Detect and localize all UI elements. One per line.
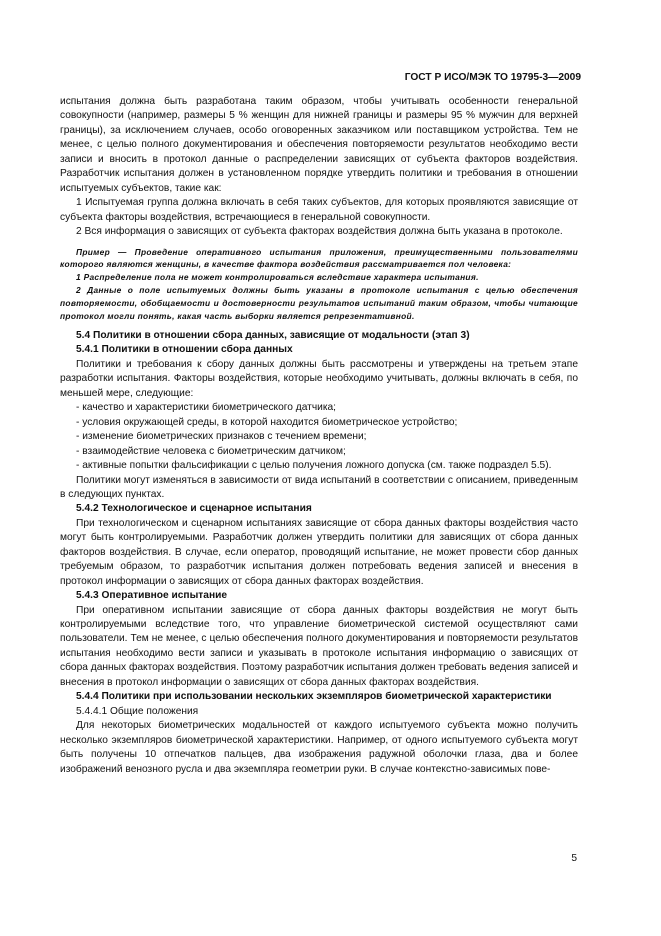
paragraph: При оперативном испытании зависящие от сбора данных факторы воздействия не могут быть контролируемыми вследствие того, что управление биометрической системой осуществляют сами пользователи. Тем не менее, с целью обеспечения полного документирования и повторяемости результатов испытания необходимо вести записи и указывать в протоколе испытания информацию о зависящих от сбора данных факторах воздействия. Поэтому разработчик испытания должен требовать ведения записей и внесения в протокол информации о зависящих от сбора данных факторах воздействия. [60,604,578,688]
list-item: - качество и характеристики биометрического датчика; [76,402,337,414]
list-item: - активные попытки фальсификации с целью получения ложного допуска (см. также подраздел 5.5). [76,460,552,472]
paragraph: Политики могут изменяться в зависимости от вида испытаний в соответствии с описанием, приведенным в следующих пунктах. [60,474,578,500]
list-item: - условия окружающей среды, в которой находится биометрическое устройство; [76,416,458,428]
paragraph: Для некоторых биометрических модальностей от каждого испытуемого субъекта можно получить несколько экземпляров биометрической характеристики. Например, от одного испытуемого субъекта могут быть получены 10 отпечатков пальцев, два изображения радужной оболочки глаза, два и более изображений венозного русла и два экземпляра геометрии руки. В случае контекстно-зависимых пове- [60,720,578,775]
paragraph: испытания должна быть разработана таким образом, чтобы учитывать особенности генеральной совокупности (например, размеры 5 % женщин для нижней границы и размеры 95 % мужчин для верхней границы), за исключением случаев, особо оговоренных заказчиком или поставщиком устройства. Тем не менее, с целью полного документирования и обеспечения повторяемости результатов необходимо вести записи и вносить в протокол данные о распределении зависящих от субъекта факторов воздействия. Разработчик испытания должен в установленном порядке утвердить политики и требования в отношении испытуемых субъектов, такие как: [60,96,578,194]
list-item: 1 Испытуемая группа должна включать в себя таких субъектов, для которых проявляются зависящие от субъекта факторы воздействия, встречающиеся в генеральной совокупности. [60,197,578,223]
section-heading-5-4-1: 5.4.1 Политики в отношении сбора данных [76,344,293,356]
page-body [60,95,578,777]
list-item: - взаимодействие человека с биометрическим датчиком; [76,445,346,457]
page-number: 5 [571,853,577,864]
section-heading-5-4-4: 5.4.4 Политики при использовании нескольких экземпляров биометрической характеристики [76,691,552,703]
paragraph: Политики и требования к сбору данных должны быть рассмотрены и утверждены на третьем этапе разработки испытания. Факторы воздействия, которые необходимо учитывать, должны включать в себя, по меньшей мере, следующие: [60,358,578,399]
section-heading-5-4-3: 5.4.3 Оперативное испытание [76,590,228,602]
section-heading-5-4-2: 5.4.2 Технологическое и сценарное испытания [76,503,312,515]
list-item: - изменение биометрических признаков с течением времени; [76,431,367,443]
example-note-item: 1 Распределение пола не может контролироваться вследствие характера испытания. [76,272,479,283]
list-item: 2 Вся информация о зависящих от субъекта факторах воздействия должна быть указана в протоколе. [76,226,563,238]
section-heading-5-4-4-1: 5.4.4.1 Общие положения [76,705,199,717]
document-header: ГОСТ Р ИСО/МЭК ТО 19795-3—2009 [404,72,581,83]
example-note: Пример — Проведение оперативного испытания приложения, преимущественными пользователями которого являются женщины, в качестве фактора воздействия рассматривается пол человека: [60,246,578,270]
section-heading-5-4: 5.4 Политики в отношении сбора данных, зависящие от модальности (этап 3) [76,329,470,341]
example-note-item: 2 Данные о поле испытуемых должны быть указаны в протоколе испытания с целью обеспечения повторяемости, обобщаемости и достоверности результатов испытаний таким образом, чтобы читающие протокол могли понять, какая часть выборки является репрезентативной. [60,285,578,322]
paragraph: При технологическом и сценарном испытаниях зависящие от сбора данных факторы воздействия часто могут быть контролируемыми. Разработчик должен утвердить политики для зависящих от сбора данных факторов воздействия. В случае, если оператор, проводящий испытание, не может провести сбор данных требуемым образом, то разработчик испытания должен потребовать ведения записей и внесения в протокол информации о зависящих от сбора данных факторах воздействия. [60,517,578,587]
